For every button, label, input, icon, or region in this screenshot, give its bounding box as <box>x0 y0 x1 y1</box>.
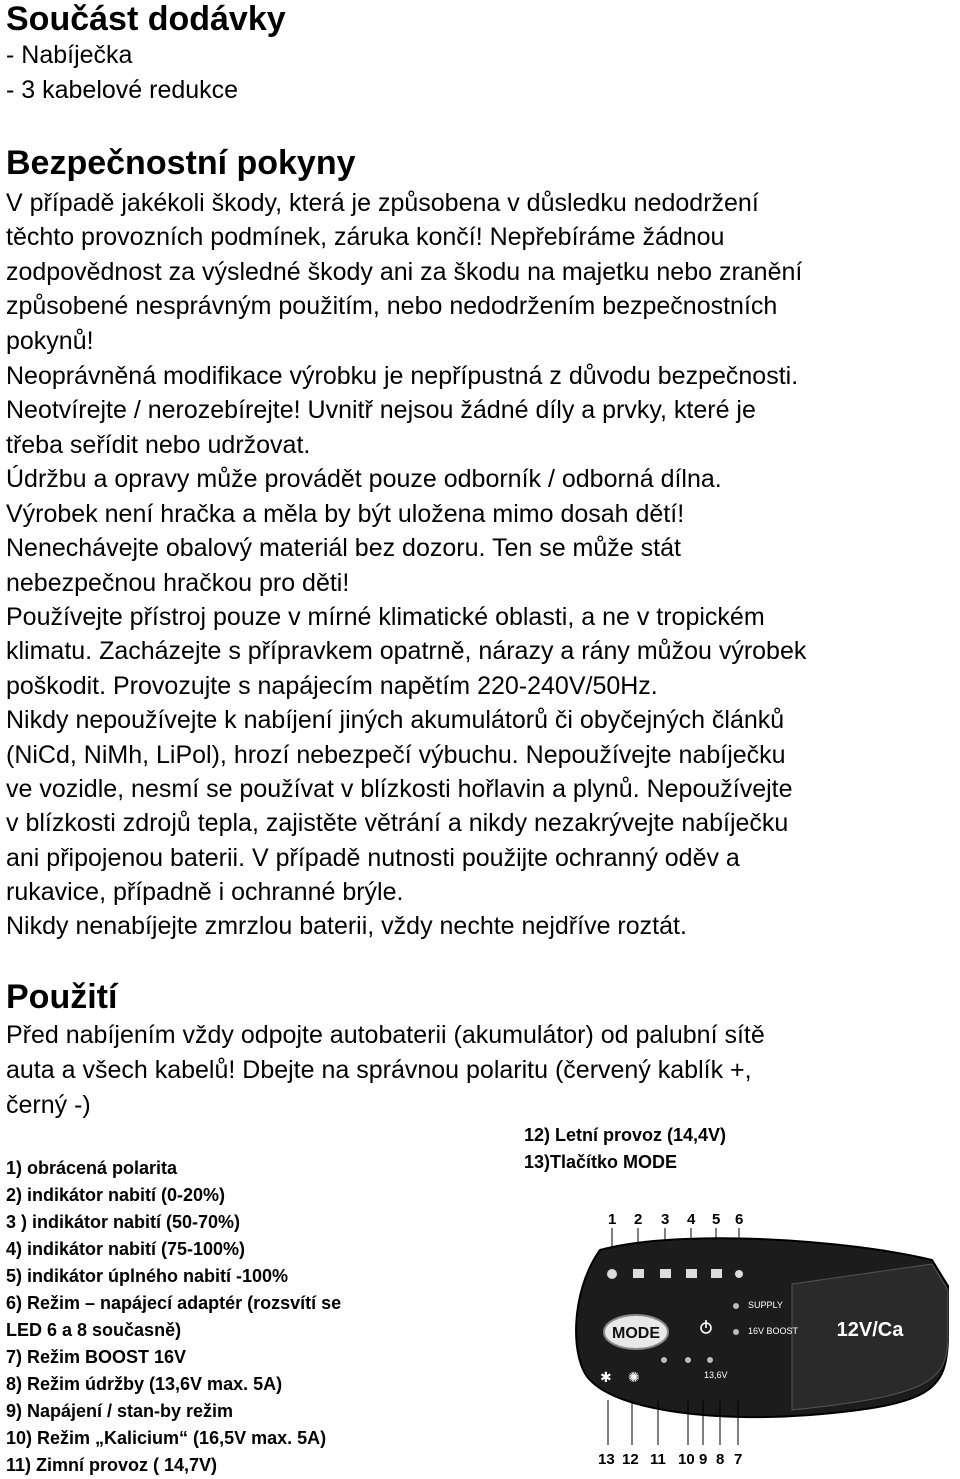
legend-item: 5) indikátor úplného nabití -100% <box>6 1266 289 1286</box>
panel-number: 4 <box>687 1211 696 1228</box>
safety-line: nebezpečnou hračkou pro děti! <box>6 569 350 597</box>
legend-item: 11) Zimní provoz ( 14,7V) <box>6 1455 218 1475</box>
safety-line: klimatu. Zacházejte s přípravkem opatrně, nárazy a rány můžou výrobek <box>6 637 807 665</box>
safety-line: Nikdy nenabíjejte zmrzlou baterii, vždy nechte nejdříve roztát. <box>6 912 687 940</box>
panel-number: 8 <box>716 1451 725 1468</box>
mode-button[interactable] <box>604 1315 668 1349</box>
panel-number: 1 <box>608 1211 617 1228</box>
safety-line: Neoprávněná modifikace výrobku je nepřípustná z důvodu bezpečnosti. <box>6 362 799 390</box>
charger-panel-diagram <box>560 1200 950 1475</box>
safety-line: v blízkosti zdrojů tepla, zajistěte větrání a nikdy nezakrývejte nabíječku <box>6 809 789 837</box>
safety-line: třeba seřídit nebo udržovat. <box>6 431 311 459</box>
safety-line: rukavice, případně i ochranné brýle. <box>6 878 404 906</box>
safety-line: (NiCd, NiMh, LiPol), hrozí nebezpečí výbuchu. Nepoužívejte nabíječku <box>6 741 786 769</box>
reverse-polarity-icon <box>607 1269 617 1279</box>
delivery-item: - Nabíječka <box>6 41 133 69</box>
legend-item: 13)Tlačítko MODE <box>524 1152 678 1172</box>
usage-line: Před nabíjením vždy odpojte autobaterii (akumulátor) od palubní sítě <box>6 1021 765 1049</box>
safety-line: Nenechávejte obalový materiál bez dozoru. Ten se může stát <box>6 534 681 562</box>
safety-line: těchto provozních podmínek, záruka končí! Nepřebíráme žádnou <box>6 223 725 251</box>
boost-label: 16V BOOST <box>748 1326 799 1336</box>
panel-number: 13 <box>598 1451 615 1468</box>
usage-heading: Použití <box>6 978 118 1016</box>
panel-number: 7 <box>734 1451 743 1468</box>
panel-number: 12 <box>622 1451 639 1468</box>
panel-number: 3 <box>661 1211 670 1228</box>
safety-heading: Bezpečnostní pokyny <box>6 144 356 182</box>
legend-item: 8) Režim údržby (13,6V max. 5A) <box>6 1374 283 1394</box>
legend-item: 12) Letní provoz (14,4V) <box>524 1125 727 1145</box>
legend-item: LED 6 a 8 současně) <box>6 1320 182 1340</box>
legend-item: 7) Režim BOOST 16V <box>6 1347 187 1367</box>
safety-line: způsobené nesprávným použitím, nebo nedodržením bezpečnostních <box>6 292 778 320</box>
mode-button-label: MODE <box>612 1325 660 1342</box>
sun-icon: ✺ <box>628 1369 640 1385</box>
panel-number: 5 <box>712 1211 721 1228</box>
panel-number: 10 <box>678 1451 695 1468</box>
safety-line: V případě jakékoli škody, která je způsobena v důsledku nedodržení <box>6 189 759 217</box>
legend-item: 3 ) indikátor nabití (50-70%) <box>6 1212 241 1232</box>
safety-line: Neotvírejte / nerozebírejte! Uvnitř nejsou žádné díly a prvky, které je <box>6 396 756 424</box>
supply-label: SUPPLY <box>748 1300 783 1310</box>
battery-icon <box>686 1269 697 1278</box>
safety-line: ve vozidle, nesmí se používat v blízkosti hořlavin a plynů. Nepoužívejte <box>6 775 793 803</box>
safety-line: zodpovědnost za výsledné škody ani za škodu na majetku nebo zranění <box>6 258 803 286</box>
led-icon <box>735 1270 743 1278</box>
usage-line: auta a všech kabelů! Dbejte na správnou polaritu (červený kablík +, <box>6 1056 752 1084</box>
battery-icon <box>660 1269 671 1278</box>
usage-line: černý -) <box>6 1091 91 1119</box>
legend-item: 1) obrácená polarita <box>6 1158 178 1178</box>
panel-number: 2 <box>634 1211 643 1228</box>
delivery-heading: Součást dodávky <box>6 0 286 38</box>
panel-number: 9 <box>699 1451 708 1468</box>
safety-line: ani připojenou baterii. V případě nutnosti použijte ochranný oděv a <box>6 844 740 872</box>
snowflake-icon: ✱ <box>600 1369 612 1385</box>
safety-line: Údržbu a opravy může provádět pouze odborník / odborná dílna. <box>6 465 722 493</box>
legend-item: 2) indikátor nabití (0-20%) <box>6 1185 226 1205</box>
safety-line: Nikdy nepoužívejte k nabíjení jiných akumulátorů či obyčejných článků <box>6 706 785 734</box>
safety-line: Výrobek není hračka a měla by být uložena mimo dosah dětí! <box>6 500 685 528</box>
legend-item: 6) Režim – napájecí adaptér (rozsvítí se <box>6 1293 342 1313</box>
battery-icon <box>633 1269 644 1278</box>
safety-line: Používejte přístroj pouze v mírné klimatické oblasti, a ne v tropickém <box>6 603 765 631</box>
maintenance-label: 13,6V <box>704 1370 728 1380</box>
legend-item: 4) indikátor nabití (75-100%) <box>6 1239 246 1259</box>
delivery-item: - 3 kabelové redukce <box>6 76 239 104</box>
panel-number: 6 <box>735 1211 744 1228</box>
safety-line: pokynů! <box>6 327 94 355</box>
legend-item: 9) Napájení / stan-by režim <box>6 1401 234 1421</box>
battery-full-icon <box>711 1269 722 1278</box>
safety-line: poškodit. Provozujte s napájecím napětím 220-240V/50Hz. <box>6 672 658 700</box>
model-label: 12V/Ca <box>836 1319 904 1341</box>
legend-item: 10) Režim „Kalicium“ (16,5V max. 5A) <box>6 1428 327 1448</box>
panel-number: 11 <box>650 1451 666 1468</box>
